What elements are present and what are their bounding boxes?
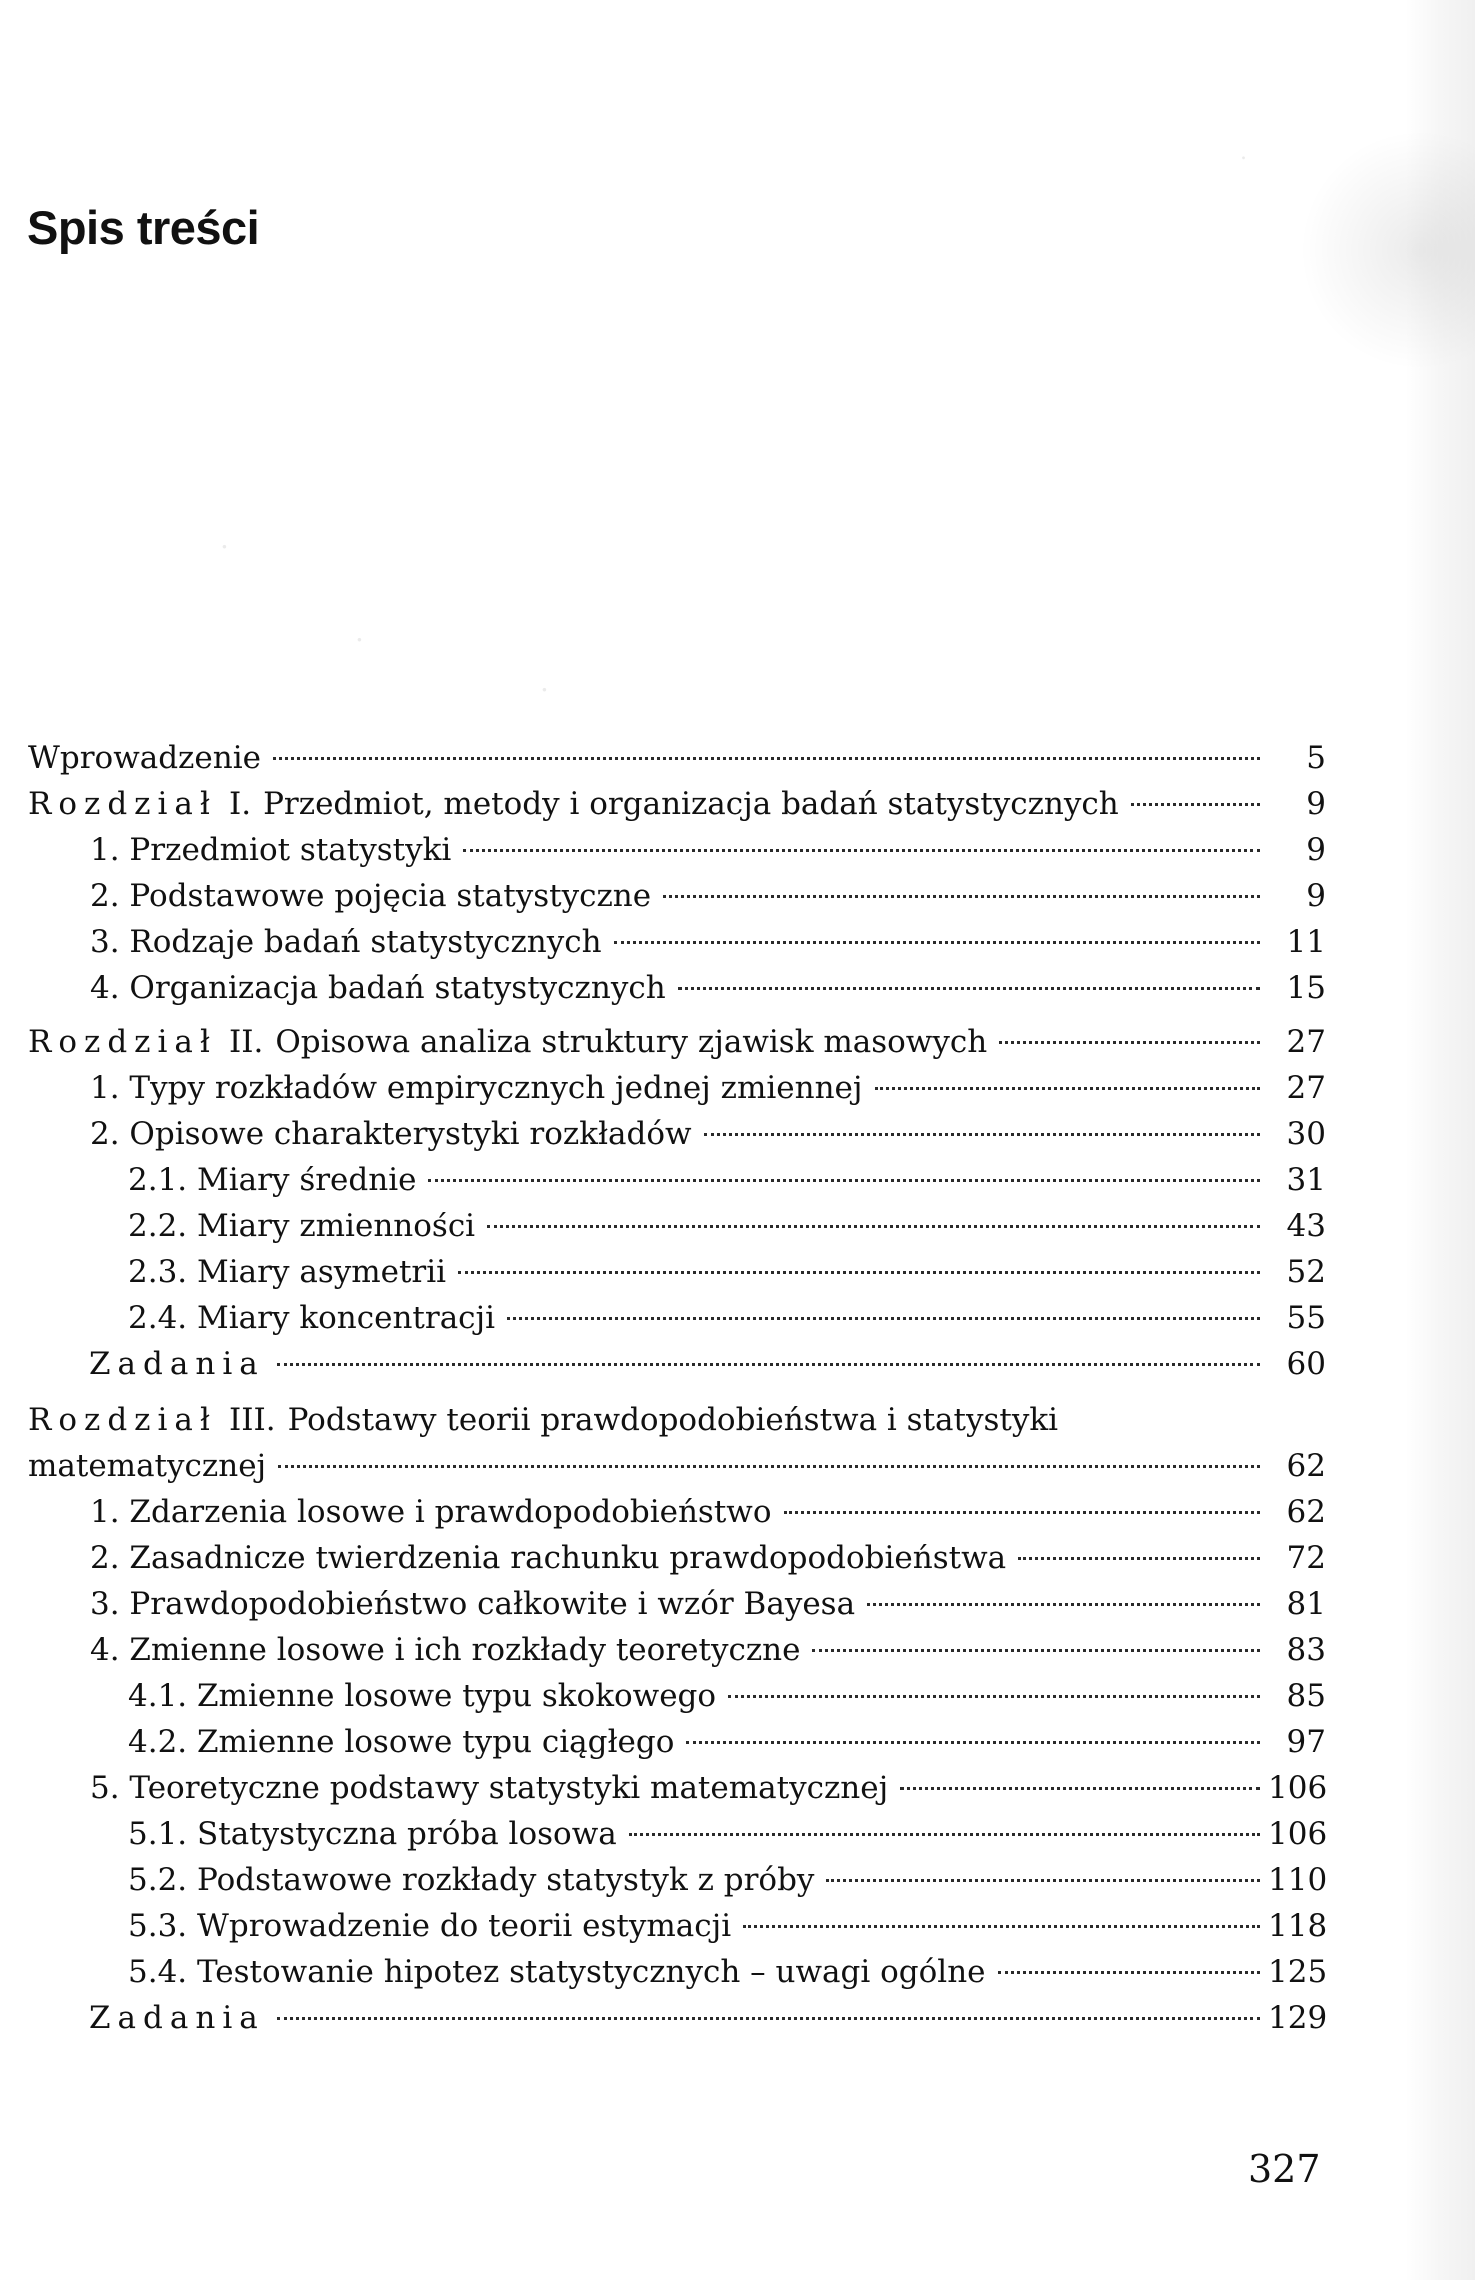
toc-subsection	[28, 1250, 1326, 1296]
toc-subsection	[28, 1950, 1326, 1996]
toc-section	[28, 874, 1326, 920]
chapter-number: II.	[228, 1024, 264, 1060]
toc-page-number: 125	[1268, 1954, 1328, 1990]
toc-page-number: 62	[1286, 1494, 1326, 1530]
toc-entry-text: 5.4. Testowanie hipotez statystycznych – uwagi ogólne	[128, 1954, 986, 1990]
toc-page-number: 43	[1286, 1208, 1326, 1244]
toc-chapter-1	[28, 782, 1326, 828]
toc-entry-text: 3. Prawdopodobieństwo całkowite i wzór Bayesa	[90, 1586, 856, 1622]
dot-leader	[629, 1832, 1260, 1836]
toc-page-number: 5	[1306, 740, 1326, 776]
chapter-heading-line	[28, 1398, 1326, 1444]
chapter-label: Rozdział	[28, 1024, 217, 1060]
toc-entry-text: 2. Opisowe charakterystyki rozkładów	[90, 1116, 692, 1152]
toc-entry-text: 2.2. Miary zmienności	[128, 1208, 476, 1244]
toc-entry-wprowadzenie	[28, 736, 1326, 782]
toc-page-number: 27	[1286, 1070, 1326, 1106]
dot-leader	[487, 1224, 1260, 1228]
toc-chapter-3	[28, 1398, 1326, 1490]
toc-entry-text: 2.3. Miary asymetrii	[128, 1254, 447, 1290]
show-through-text: .	[540, 665, 549, 698]
toc-entry-text: 5.3. Wprowadzenie do teorii estymacji	[128, 1908, 732, 1944]
toc-page-number: 72	[1286, 1540, 1326, 1576]
toc-section	[28, 1112, 1326, 1158]
toc-entry-text: 5.1. Statystyczna próba losowa	[128, 1816, 617, 1852]
chapter-heading-line	[28, 1444, 1326, 1490]
toc-page-number: 15	[1286, 970, 1326, 1006]
toc-page-number: 85	[1286, 1678, 1326, 1714]
toc-section	[28, 1066, 1326, 1112]
dot-leader	[614, 940, 1260, 944]
toc-entry-text: 5. Teoretyczne podstawy statystyki matematycznej	[90, 1770, 889, 1806]
toc-page-number: 11	[1286, 924, 1326, 960]
table-of-contents	[28, 736, 1326, 2042]
toc-subsection	[28, 1812, 1326, 1858]
toc-page-number: 81	[1286, 1586, 1326, 1622]
chapter-title-line1: Podstawy teorii prawdopodobieństwa i statystyki	[287, 1402, 1059, 1438]
dot-leader	[875, 1086, 1260, 1090]
toc-section	[28, 828, 1326, 874]
toc-entry-text: 3. Rodzaje badań statystycznych	[90, 924, 602, 960]
dot-leader	[1131, 802, 1260, 806]
dot-leader	[277, 2016, 1260, 2020]
chapter-title: Opisowa analiza struktury zjawisk masowych	[275, 1024, 988, 1060]
toc-page-number: 60	[1286, 1346, 1326, 1382]
toc-subsection	[28, 1158, 1326, 1204]
toc-section	[28, 966, 1326, 1012]
chapter-label: Rozdział	[28, 1402, 217, 1438]
toc-page-number: 52	[1286, 1254, 1326, 1290]
toc-page-number: 9	[1306, 832, 1326, 868]
toc-subsection	[28, 1904, 1326, 1950]
toc-section	[28, 920, 1326, 966]
dot-leader	[686, 1740, 1260, 1744]
toc-entry-text: 4. Zmienne losowe i ich rozkłady teoretyczne	[90, 1632, 801, 1668]
dot-leader	[999, 1040, 1260, 1044]
dot-leader	[463, 848, 1260, 852]
toc-section	[28, 1490, 1326, 1536]
dot-leader	[784, 1510, 1260, 1514]
toc-page-number: 97	[1286, 1724, 1326, 1760]
toc-section	[28, 1628, 1326, 1674]
dot-leader	[728, 1694, 1260, 1698]
toc-subsection	[28, 1296, 1326, 1342]
toc-page-number: 30	[1286, 1116, 1326, 1152]
toc-entry-text: 2.1. Miary średnie	[128, 1162, 417, 1198]
toc-entry-text: 1. Typy rozkładów empirycznych jednej zmiennej	[90, 1070, 863, 1106]
dot-leader	[704, 1132, 1260, 1136]
dot-leader	[826, 1878, 1260, 1882]
toc-page-number: 31	[1286, 1162, 1326, 1198]
toc-exercises	[28, 1996, 1326, 2042]
toc-page-number: 9	[1306, 786, 1326, 822]
dot-leader	[900, 1786, 1260, 1790]
toc-subsection	[28, 1674, 1326, 1720]
dot-leader	[678, 986, 1260, 990]
toc-entry-text: 1. Przedmiot statystyki	[90, 832, 452, 868]
toc-subsection	[28, 1720, 1326, 1766]
toc-exercises	[28, 1342, 1326, 1388]
toc-page-number: 62	[1286, 1448, 1326, 1484]
toc-entry-text: 4.2. Zmienne losowe typu ciągłego	[128, 1724, 675, 1760]
toc-page-number: 106	[1268, 1816, 1328, 1852]
toc-entry-text: 4. Organizacja badań statystycznych	[90, 970, 666, 1006]
dot-leader	[507, 1316, 1260, 1320]
toc-section	[28, 1766, 1326, 1812]
toc-page-number: 118	[1268, 1908, 1328, 1944]
toc-page-number: 55	[1286, 1300, 1326, 1336]
show-through-text: .	[355, 615, 364, 648]
toc-entry-text: Wprowadzenie	[28, 740, 261, 776]
dot-leader	[1018, 1556, 1260, 1560]
toc-page-number: 27	[1286, 1024, 1326, 1060]
dot-leader	[998, 1970, 1260, 1974]
toc-entry-text: 5.2. Podstawowe rozkłady statystyk z próby	[128, 1862, 815, 1898]
toc-entry-text: 2. Podstawowe pojęcia statystyczne	[90, 878, 652, 914]
toc-chapter-2	[28, 1020, 1326, 1066]
toc-section	[28, 1536, 1326, 1582]
chapter-title-line2: matematycznej	[28, 1448, 267, 1484]
page-number: 327	[1248, 2147, 1321, 2191]
chapter-label: Rozdział	[28, 786, 217, 822]
toc-page-number: 83	[1286, 1632, 1326, 1668]
chapter-title: Przedmiot, metody i organizacja badań statystycznych	[263, 786, 1119, 822]
chapter-number: I.	[228, 786, 252, 822]
dot-leader	[663, 894, 1260, 898]
toc-page-number: 9	[1306, 878, 1326, 914]
dot-leader	[428, 1178, 1260, 1182]
dot-leader	[458, 1270, 1260, 1274]
dot-leader	[743, 1924, 1260, 1928]
show-through-text: .	[1240, 140, 1247, 165]
page-title: Spis treści	[27, 201, 260, 254]
dot-leader	[867, 1602, 1260, 1606]
toc-page-number: 106	[1268, 1770, 1328, 1806]
dot-leader	[812, 1648, 1260, 1652]
toc-entry-text: 2. Zasadnicze twierdzenia rachunku prawdopodobieństwa	[90, 1540, 1007, 1576]
toc-page-number: 129	[1268, 2000, 1328, 2036]
toc-subsection	[28, 1204, 1326, 1250]
show-through-text: .	[220, 522, 229, 555]
toc-entry-text: 4.1. Zmienne losowe typu skokowego	[128, 1678, 717, 1714]
toc-subsection	[28, 1858, 1326, 1904]
toc-section	[28, 1582, 1326, 1628]
dot-leader	[278, 1464, 1260, 1468]
toc-page-number: 110	[1268, 1862, 1328, 1898]
dot-leader	[273, 756, 1260, 760]
toc-entry-text: 2.4. Miary koncentracji	[128, 1300, 496, 1336]
dot-leader	[277, 1362, 1260, 1366]
chapter-number: III.	[228, 1402, 276, 1438]
toc-entry-text: 1. Zdarzenia losowe i prawdopodobieństwo	[90, 1494, 772, 1530]
toc-entry-text: Zadania	[89, 2000, 265, 2036]
toc-entry-text: Zadania	[89, 1346, 265, 1382]
